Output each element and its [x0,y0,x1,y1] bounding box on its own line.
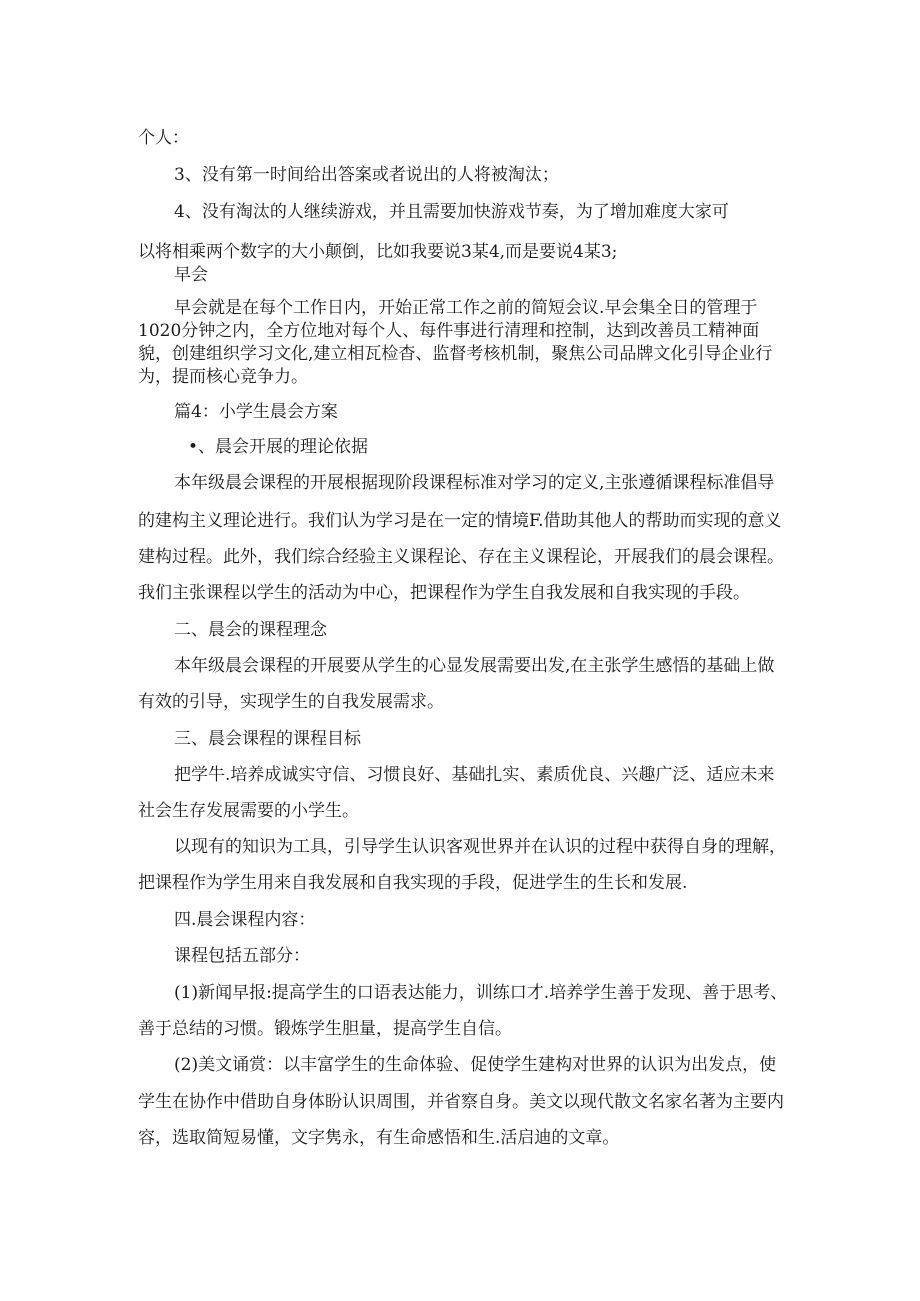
text-line: 把学牛.培养成诚实守信、习惯良好、基础扎实、素质优良、兴趣广泛、适应未来 [174,765,775,785]
text-line: 课程包括五部分： [174,946,310,966]
text-line: 建构过程。此外，我们综合经验主义课程论、存在主义课程论，开展我们的晨会课程。 [138,547,784,567]
text-line: 本年级晨会课程的开展根据现阶段课程标准对学习的定义,主张遵循课程标准倡导 [174,473,775,493]
text-line: 1020分钟之内，全方位地对每个人、每件事进行清理和控制，达到改善员工精神面 [138,321,760,341]
text-line: (1)新闻早报:提高学生的口语表达能力，训练口才.培养学生善于发现、善于思考、 [174,983,788,1003]
section-heading: •、晨会开展的理论依据 [188,437,369,457]
text-line: 有效的引导，实现学生的自我发展需求。 [138,692,444,712]
text-line: 貌，创建组织学习文化,建立相瓦检杳、监督考核机制，聚焦公司品牌文化引导企业行 [138,344,773,364]
text-line: 社会生存发展需要的小学生。 [138,801,359,821]
text-line: 早会就是在每个工作日内，开始正常工作之前的简短会议.早会集全日的管理于 [174,298,758,318]
text-line: 以将相乘两个数字的大小颠倒，比如我要说3某4,而是要说4某3; [138,242,618,262]
text-line: 学生在协作中借助自身体盼认识周围，并省察自身。美文以现代散文名家名著为主要内 [138,1092,784,1112]
text-line: 把课程作为学生用来自我发展和自我实现的手段，促进学生的生长和发展. [138,873,688,893]
text-line: 个人： [138,128,189,148]
text-line: 我们主张课程以学生的活动为中心，把课程作为学生自我发展和自我实现的手段。 [138,583,750,603]
section-heading: 四.晨会课程内容： [174,910,316,930]
text-line: (2)美文诵赏：以丰富学生的生命体验、促使学生建构对世界的认识为出发点，使 [174,1055,777,1075]
section-heading: 早会 [174,265,208,285]
section-heading: 三、晨会课程的课程目标 [174,729,361,749]
section-heading: 篇4：小学生晨会方案 [174,402,338,422]
text-line: 为，提而核心竞争力。 [138,367,308,387]
section-heading: 二、晨会的课程理念 [174,620,327,640]
text-line: 善于总结的习惯。锻炼学生胆量，提高学生自信。 [138,1019,512,1039]
text-line: 的建构主义理论进行。我们认为学习是在一定的情境F.借助其他人的帮助而实现的意义 [138,511,782,531]
text-line: 本年级晨会课程的开展要从学生的心显发展需要出发,在主张学生感悟的基础上做 [174,656,775,676]
text-line: 容，选取简短易懂，文字隽永，有生命感悟和生.活启迪的文章。 [138,1128,620,1148]
text-line: 3、没有第一时间给出答案或者说出的人将被淘汰； [174,165,559,185]
text-line: 4、没有淘汰的人继续游戏，并且需要加快游戏节奏，为了增加难度大家可 [174,202,729,222]
text-line: 以现有的知识为工具，引导学生认识客观世界并在认识的过程中获得自身的理解， [174,837,786,857]
